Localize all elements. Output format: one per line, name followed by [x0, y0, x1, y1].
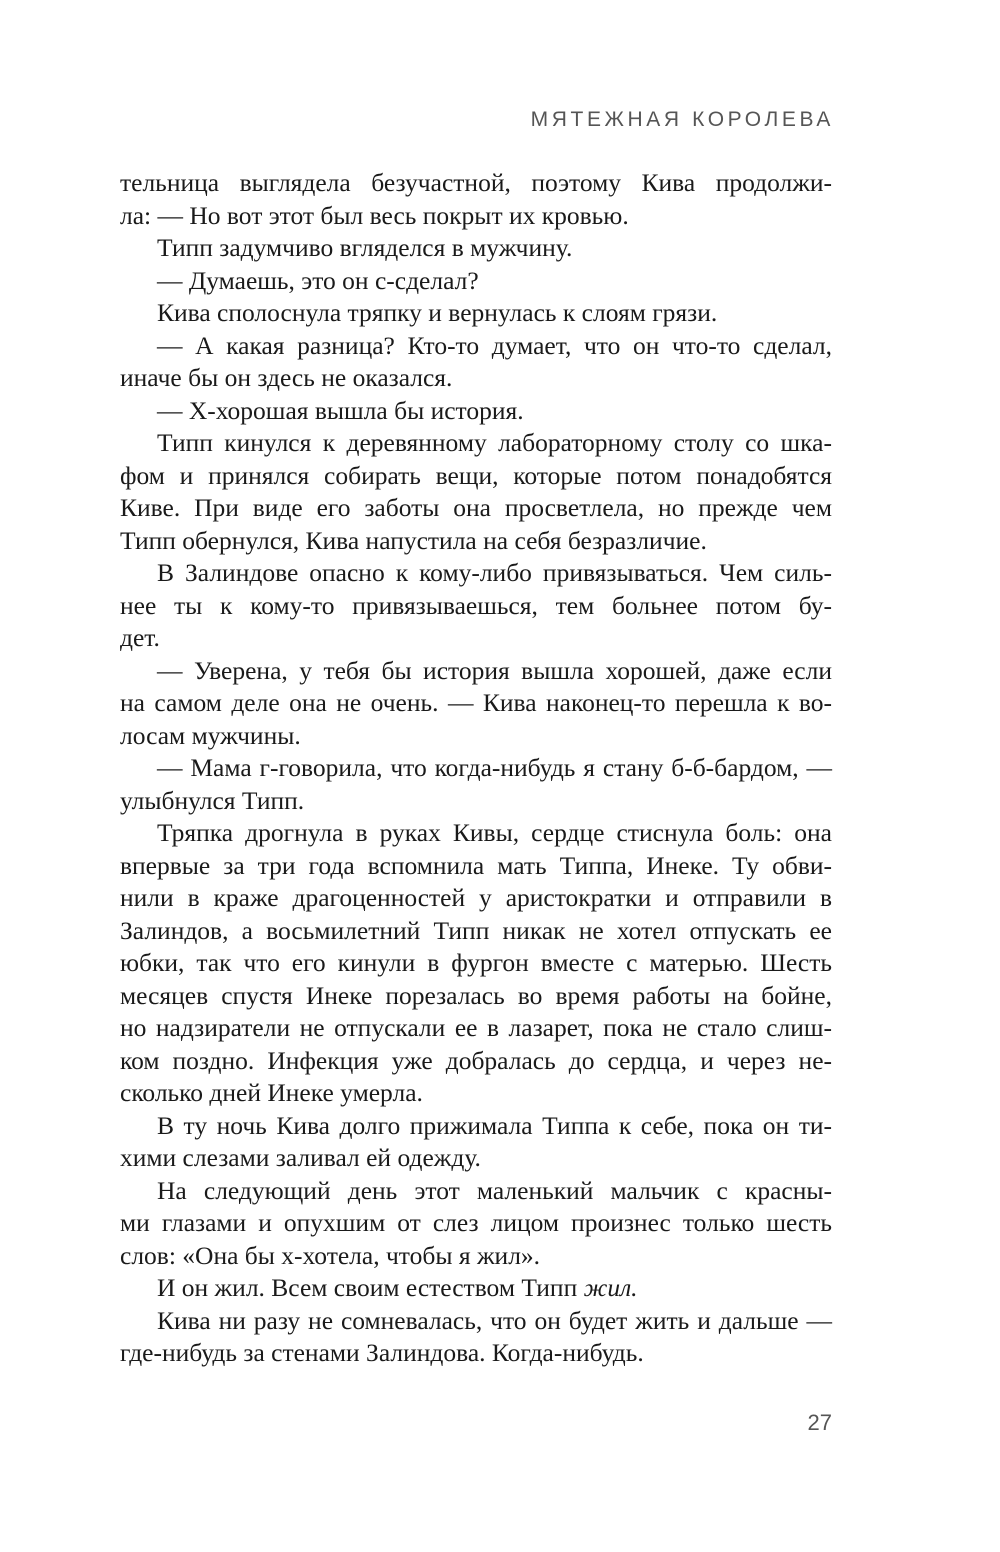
text-line-content: слов: «Она бы х-хотела, чтобы я жил». — [120, 1240, 541, 1270]
text-line — [120, 232, 832, 265]
text-line-content: — Думаешь, это он с-сделал? — [157, 265, 479, 295]
page-number: 27 — [807, 1410, 832, 1435]
text-line — [120, 1337, 832, 1370]
text-line-content: тельница выглядела безучастной, поэтому Кива продолжи- — [120, 168, 832, 197]
text-line-content: сколько дней Инеке умерла. — [120, 1078, 423, 1107]
text-line-content: но надзиратели не отпускали ее в лазарет, пока не стало слиш- — [120, 1013, 832, 1042]
text-line — [120, 427, 832, 460]
text-line — [120, 1110, 832, 1143]
text-line — [120, 720, 832, 753]
text-line — [120, 1045, 832, 1078]
text-line-content: улыбнулся Типп. — [120, 785, 305, 815]
text-line — [120, 1077, 832, 1110]
text-line — [120, 622, 832, 655]
text-line-content: фом и принялся собирать вещи, которые потом понадобятся — [120, 460, 832, 490]
text-line — [120, 1240, 832, 1273]
text-line-content: дет. — [120, 623, 160, 652]
text-line-content: Залиндов, а восьмилетний Типп никак не хотел отпускать ее — [120, 915, 832, 945]
text-line-content: впервые за три года вспомнила мать Типпа, Инеке. Ту обви- — [120, 850, 832, 880]
text-line — [120, 1305, 832, 1338]
text-line — [120, 362, 832, 395]
running-head: МЯТЕЖНАЯ КОРОЛЕВА — [530, 108, 834, 131]
text-line — [120, 297, 832, 330]
text-line-content: лосам мужчины. — [120, 720, 301, 750]
text-line — [120, 687, 832, 720]
text-line-content: где-нибудь за стенами Залиндова. Когда-нибудь. — [120, 1338, 644, 1367]
text-line — [120, 460, 832, 493]
text-line — [120, 1207, 832, 1240]
text-line — [120, 980, 832, 1013]
text-line — [120, 752, 832, 785]
text-line-content: На следующий день этот маленький мальчик с красны- — [157, 1175, 832, 1205]
text-line — [120, 330, 832, 363]
text-line-content: Кива ни разу не сомневалась, что он будет жить и дальше — — [157, 1305, 832, 1335]
text-line-content: хими слезами заливал ей одежду. — [120, 1143, 481, 1172]
text-line — [120, 1175, 832, 1208]
text-line-content: нее ты к кому-то привязываешься, тем больнее потом бу- — [120, 590, 832, 620]
text-line — [120, 167, 832, 200]
text-line-content: месяцев спустя Инеке порезалась во время работы на бойне, — [120, 980, 832, 1010]
text-line-content: Типп задумчиво вгляделся в мужчину. — [157, 233, 573, 262]
text-line-content: Тряпка дрогнула в руках Кивы, сердце стиснула боль: она — [157, 818, 832, 847]
text-line — [120, 947, 832, 980]
text-line — [120, 525, 832, 558]
text-line — [120, 557, 832, 590]
text-line-content: — А какая разница? Кто-то думает, что он что-то сделал, — [157, 330, 832, 360]
body-text — [120, 167, 832, 1370]
text-line — [120, 1142, 832, 1175]
text-line-content: В ту ночь Кива долго прижимала Типпа к себе, пока он ти- — [157, 1110, 832, 1140]
text-line-content: ком поздно. Инфекция уже добралась до сердца, и через не- — [120, 1045, 832, 1075]
text-line-content: — Мама г-говорила, что когда-нибудь я стану б-б-бардом, — — [157, 753, 832, 782]
text-line — [120, 882, 832, 915]
text-line — [120, 1012, 832, 1045]
text-line-content: В Залиндове опасно к кому-либо привязываться. Чем силь- — [157, 558, 832, 587]
text-line-content: ми глазами и опухшим от слез лицом произнес только шесть — [120, 1208, 832, 1237]
text-line — [120, 785, 832, 818]
text-line-content: Киве. При виде его заботы она просветлела, но прежде чем — [120, 493, 832, 522]
text-line-content: Кива сполоснула тряпку и вернулась к слоям грязи. — [157, 298, 718, 327]
emphasis: жил. — [583, 1273, 638, 1302]
text-line — [120, 590, 832, 623]
text-line — [120, 200, 832, 233]
text-line — [120, 850, 832, 883]
text-line-content: юбки, так что его кинули в фургон вместе с матерью. Шесть — [120, 948, 832, 977]
text-line-content: ла: — Но вот этот был весь покрыт их кровью. — [120, 200, 629, 230]
text-line-content: нили в краже драгоценностей у аристократки и отправили в — [120, 883, 832, 912]
text-line-content: на самом деле она не очень. — Кива наконец-то перешла к во- — [120, 688, 832, 717]
text-line — [120, 1272, 832, 1305]
text-line — [120, 265, 832, 298]
text-line-content: иначе бы он здесь не оказался. — [120, 363, 453, 392]
text-line — [120, 492, 832, 525]
text-line-content: И он жил. Всем своим естеством Типп — [157, 1273, 578, 1302]
text-line-content: Типп обернулся, Кива напустила на себя безразличие. — [120, 525, 707, 555]
text-line-content: Типп кинулся к деревянному лабораторному столу со шка- — [157, 428, 832, 457]
text-line — [120, 395, 832, 428]
text-line-content: — Х-хорошая вышла бы история. — [157, 395, 524, 425]
text-line — [120, 817, 832, 850]
text-line — [120, 655, 832, 688]
text-line — [120, 915, 832, 948]
text-line-content: — Уверена, у тебя бы история вышла хорошей, даже если — [157, 655, 832, 685]
